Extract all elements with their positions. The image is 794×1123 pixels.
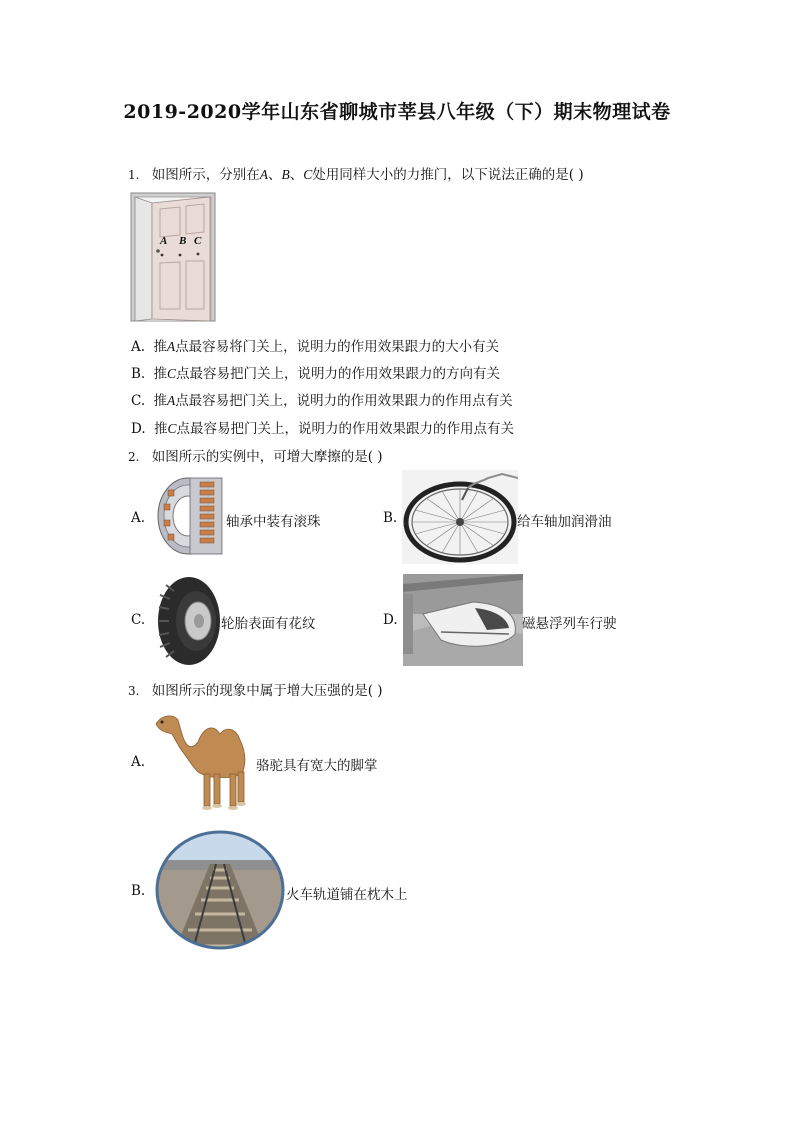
question-stem: 如图所示的现象中属于增大压强的是( ) (151, 683, 383, 699)
q2-option-b-label[interactable]: B. (383, 510, 398, 526)
question-number: 3. (128, 684, 140, 698)
separator: 、 (289, 167, 304, 183)
q1-option-c[interactable] (131, 389, 513, 409)
bicycle-wheel-icon (402, 470, 518, 564)
option-label: A. (131, 339, 146, 355)
q3-option-a-label[interactable]: A. (131, 754, 146, 770)
camel-icon (152, 704, 256, 812)
railway-track-icon (155, 830, 285, 950)
separator: 、 (268, 167, 282, 183)
point-c-label: C (303, 167, 313, 182)
option-text-post: 点最容易将门关上，说明力的作用效果跟力的大小有关 (175, 339, 500, 355)
option-label: C. (131, 393, 146, 409)
door-label-a: A (160, 235, 168, 247)
question-3 (128, 679, 383, 699)
option-text-post: 点最容易把门关上，说明力的作用效果跟力的方向有关 (176, 366, 501, 382)
option-text-pre: 推 (153, 421, 168, 437)
option-point: C (167, 421, 177, 436)
point-a-label: A (259, 167, 268, 182)
q2-option-d-text: 磁悬浮列车行驶 (522, 616, 617, 632)
door-label-b: B (179, 235, 187, 247)
question-stem-pre: 如图所示，分别在 (151, 167, 260, 183)
door-figure (130, 191, 216, 323)
maglev-train-icon (403, 574, 523, 666)
page-title: 2019-2020学年山东省聊城市莘县八年级（下）期末物理试卷 (123, 101, 671, 123)
option-label: B. (131, 366, 146, 382)
question-number: 2. (128, 450, 140, 464)
option-text-post: 点最容易把门关上，说明力的作用效果跟力的作用点有关 (176, 421, 514, 437)
option-text-post: 点最容易把门关上，说明力的作用效果跟力的作用点有关 (175, 393, 513, 409)
option-text-pre: 推 (153, 393, 167, 409)
option-point: A (166, 339, 176, 354)
point-b-label: B (281, 167, 290, 182)
door-icon (130, 191, 216, 323)
q3-option-a-text: 骆驼具有宽大的脚掌 (256, 758, 378, 774)
option-text-pre: 推 (153, 339, 167, 355)
bearing-icon (154, 472, 226, 556)
q2-option-d-label[interactable]: D. (383, 612, 398, 628)
q1-option-d[interactable] (131, 417, 514, 437)
q2-option-c-label[interactable]: C. (131, 612, 146, 628)
question-stem: 如图所示的实例中，可增大摩擦的是( ) (151, 449, 383, 465)
door-label-c: C (194, 235, 202, 247)
q1-option-a[interactable] (131, 335, 499, 355)
q3-option-b-text: 火车轨道铺在枕木上 (286, 887, 408, 903)
q2-option-a-label[interactable]: A. (131, 510, 146, 526)
q2-option-c-text: 轮胎表面有花纹 (221, 616, 316, 632)
q1-option-b[interactable] (131, 362, 500, 382)
option-text-pre: 推 (153, 366, 168, 382)
q3-option-b-label[interactable]: B. (131, 883, 146, 899)
question-number: 1. (128, 168, 140, 182)
q2-option-b-text: 给车轴加润滑油 (517, 514, 612, 530)
question-1 (128, 163, 584, 183)
tire-icon (156, 575, 222, 667)
question-stem-post: 处用同样大小的力推门，以下说法正确的是( ) (312, 167, 584, 183)
option-label: D. (131, 421, 146, 437)
option-point: A (166, 393, 176, 408)
option-point: C (167, 366, 177, 381)
question-2 (128, 445, 383, 465)
q2-option-a-text: 轴承中装有滚珠 (226, 514, 321, 530)
